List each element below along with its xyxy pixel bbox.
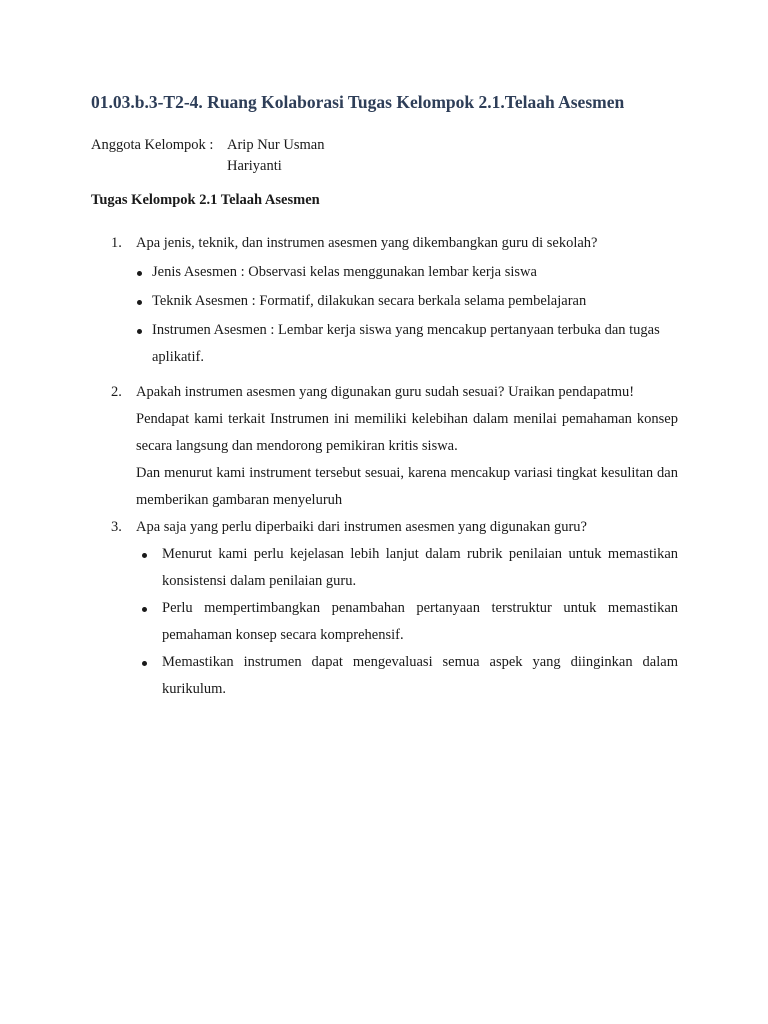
answer-paragraph: Pendapat kami terkait Instrumen ini memiliki kelebihan dalam menilai pemahaman konsep secara langsung dan mendorong pemikiran kritis siswa. bbox=[136, 411, 678, 454]
question-list bbox=[91, 230, 678, 703]
list-item: Menurut kami perlu kejelasan lebih lanjut dalam rubrik penilaian untuk memastikan konsistensi dalam penilaian guru. bbox=[138, 541, 678, 595]
answer-bullets bbox=[136, 259, 678, 371]
answer-bullets bbox=[138, 541, 678, 703]
member-name: Hariyanti bbox=[227, 158, 282, 174]
list-item: Jenis Asesmen : Observasi kelas menggunakan lembar kerja siswa bbox=[136, 259, 678, 286]
section-heading: Tugas Kelompok 2.1 Telaah Asesmen bbox=[91, 192, 320, 208]
list-item: Perlu mempertimbangkan penambahan pertanyaan terstruktur untuk memastikan pemahaman konsep secara komprehensif. bbox=[138, 595, 678, 649]
question-number: 3. bbox=[111, 519, 122, 535]
question-number: 2. bbox=[111, 384, 122, 400]
list-item: Teknik Asesmen : Formatif, dilakukan secara berkala selama pembelajaran bbox=[136, 288, 678, 315]
members-names bbox=[227, 135, 324, 177]
list-item: Instrumen Asesmen : Lembar kerja siswa yang mencakup pertanyaan terbuka dan tugas aplikatif. bbox=[136, 317, 678, 371]
answer-paragraph: Dan menurut kami instrument tersebut sesuai, karena mencakup variasi tingkat kesulitan dan memberikan gambaran menyeluruh bbox=[136, 465, 678, 508]
question-item bbox=[91, 230, 678, 371]
question-text: Apa jenis, teknik, dan instrumen asesmen yang dikembangkan guru di sekolah? bbox=[136, 235, 598, 251]
page-title: 01.03.b.3-T2-4. Ruang Kolaborasi Tugas Kelompok 2.1.Telaah Asesmen bbox=[91, 92, 625, 112]
question-item bbox=[91, 379, 678, 514]
question-text: Apa saja yang perlu diperbaiki dari instrumen asesmen yang digunakan guru? bbox=[136, 519, 587, 535]
members-label: Anggota Kelompok : bbox=[91, 137, 214, 153]
member-name: Arip Nur Usman bbox=[227, 137, 325, 153]
question-number: 1. bbox=[111, 235, 122, 251]
question-text: Apakah instrumen asesmen yang digunakan guru sudah sesuai? Uraikan pendapatmu! bbox=[136, 384, 635, 400]
question-item bbox=[91, 514, 678, 703]
list-item: Memastikan instrumen dapat mengevaluasi semua aspek yang diinginkan dalam kurikulum. bbox=[138, 649, 678, 703]
